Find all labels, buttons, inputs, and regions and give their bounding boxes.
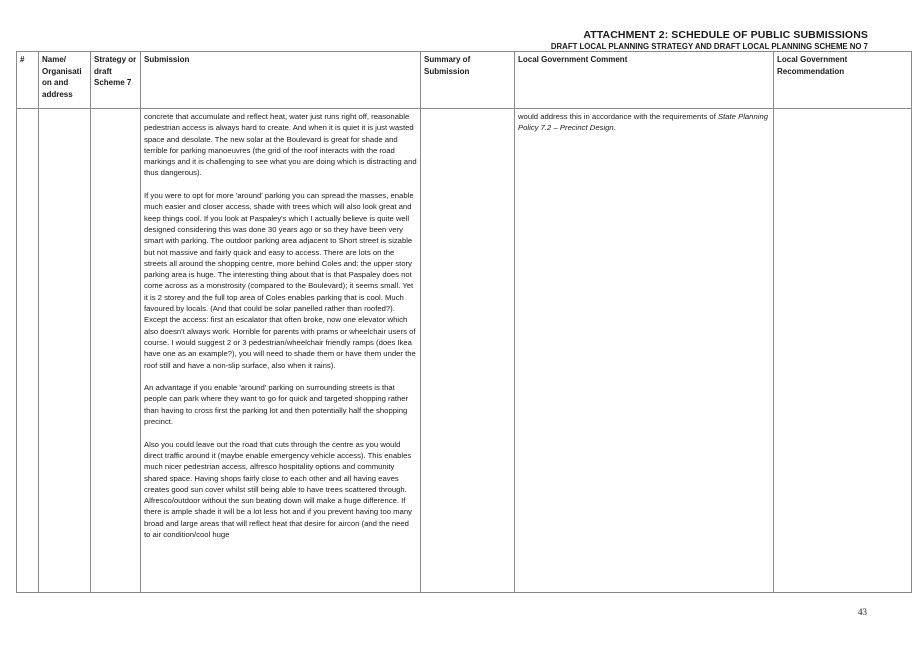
cell-comment (515, 109, 774, 593)
comment-text-plain: would address this in accordance with the requirements of (518, 112, 718, 121)
column-header-summary: Summary of Submission (421, 52, 515, 109)
column-header-name: Name/ Organisati on and address (39, 52, 91, 109)
submission-paragraph: An advantage if you enable 'around' parking on surrounding streets is that people can park where they want to go for quick and targeted shopping rather than having to cross first the parking lot and then potentially half the shopping precinct. (144, 383, 409, 427)
submission-paragraph: Also you could leave out the road that cuts through the centre as you would direct traffic around it (maybe enable emergency vehicle access). This enables much nicer pedestrian access, alfresco hospitality options and community shared space. Having shops fairly close to each other and all having eaves creates good sun cover whilst still being able to have trees scattered through. Alfresco/outdoor without the sun beating down will make a huge difference. If there is ample shade it will be a lot less hot and if you prevent having too many broad and large areas that will reflect heat that desire for aircon (and the need to air condition/cool huge (144, 439, 412, 539)
document-title: ATTACHMENT 2: SCHEDULE OF PUBLIC SUBMISSIONS (583, 29, 868, 41)
submission-paragraph: If you were to opt for more 'around' parking you can spread the masses, enable much easier and closer access, shade with trees which will also look great and keep things cool. If you look at Paspaley's which I actually believe is quite well designed considering this was done 30 years ago or so they have been very smart with parking. The outdoor parking area adjacent to Short street is sizable but not massive and fairly quick and easy to access. There are lots on the streets all around the shopping centre, more behind Coles and: the upper story parking area is huge. The interesting thing about that is that Paspaley does not come across as a monstrosity (compared to the Boulevard); it seems small. Yet it is 2 storey and the full top area of Coles enables parking that is cool. Much favoured by locals. (And that could be solar panelled rather than roofed?). Except the access: first an escalator that often broke, now one elevator which also doesn't always work. Horrible for parents with prams or wheelchair users of course. I would suggest 2 or 3 pedestrian/wheelchair friendly ramps (does Ikea have one as an example?), you will need to shade them or have them under the roof still and have a non-slip surface, also when it rains). (144, 191, 416, 370)
cell-recommendation (774, 109, 912, 593)
document-subtitle: DRAFT LOCAL PLANNING STRATEGY AND DRAFT LOCAL PLANNING SCHEME NO 7 (550, 42, 868, 51)
table-header-row (17, 52, 912, 109)
column-header-number: # (17, 52, 39, 109)
column-header-submission: Submission (141, 52, 421, 109)
cell-summary (421, 109, 515, 593)
comment-policy-reference: State Planning Policy 7.2 – Precinct Design (518, 112, 768, 133)
column-header-comment: Local Government Comment (515, 52, 774, 109)
comment-text-end: . (613, 123, 616, 133)
comment-text (518, 111, 770, 134)
submissions-table (16, 51, 912, 593)
submission-paragraph: concrete that accumulate and reflect heat, water just runs right off, reasonable pedestrian access is always hard to create. And when it is quiet it is just wasted space and desolate. The new solar at the Boulevard is great for shade and terrible for parking manoeuvres (the grid of the roof interacts with the road markings and it is challenging to see what you are doing which is distracting and thus dangerous). (144, 112, 417, 178)
page-number: 43 (858, 607, 867, 617)
column-header-recommendation: Local Government Recommendation (774, 52, 912, 109)
cell-strategy (91, 109, 141, 593)
cell-number (17, 109, 39, 593)
cell-submission (141, 109, 421, 593)
column-header-strategy: Strategy or draft Scheme 7 (91, 52, 141, 109)
cell-name (39, 109, 91, 593)
table-row (17, 109, 912, 593)
